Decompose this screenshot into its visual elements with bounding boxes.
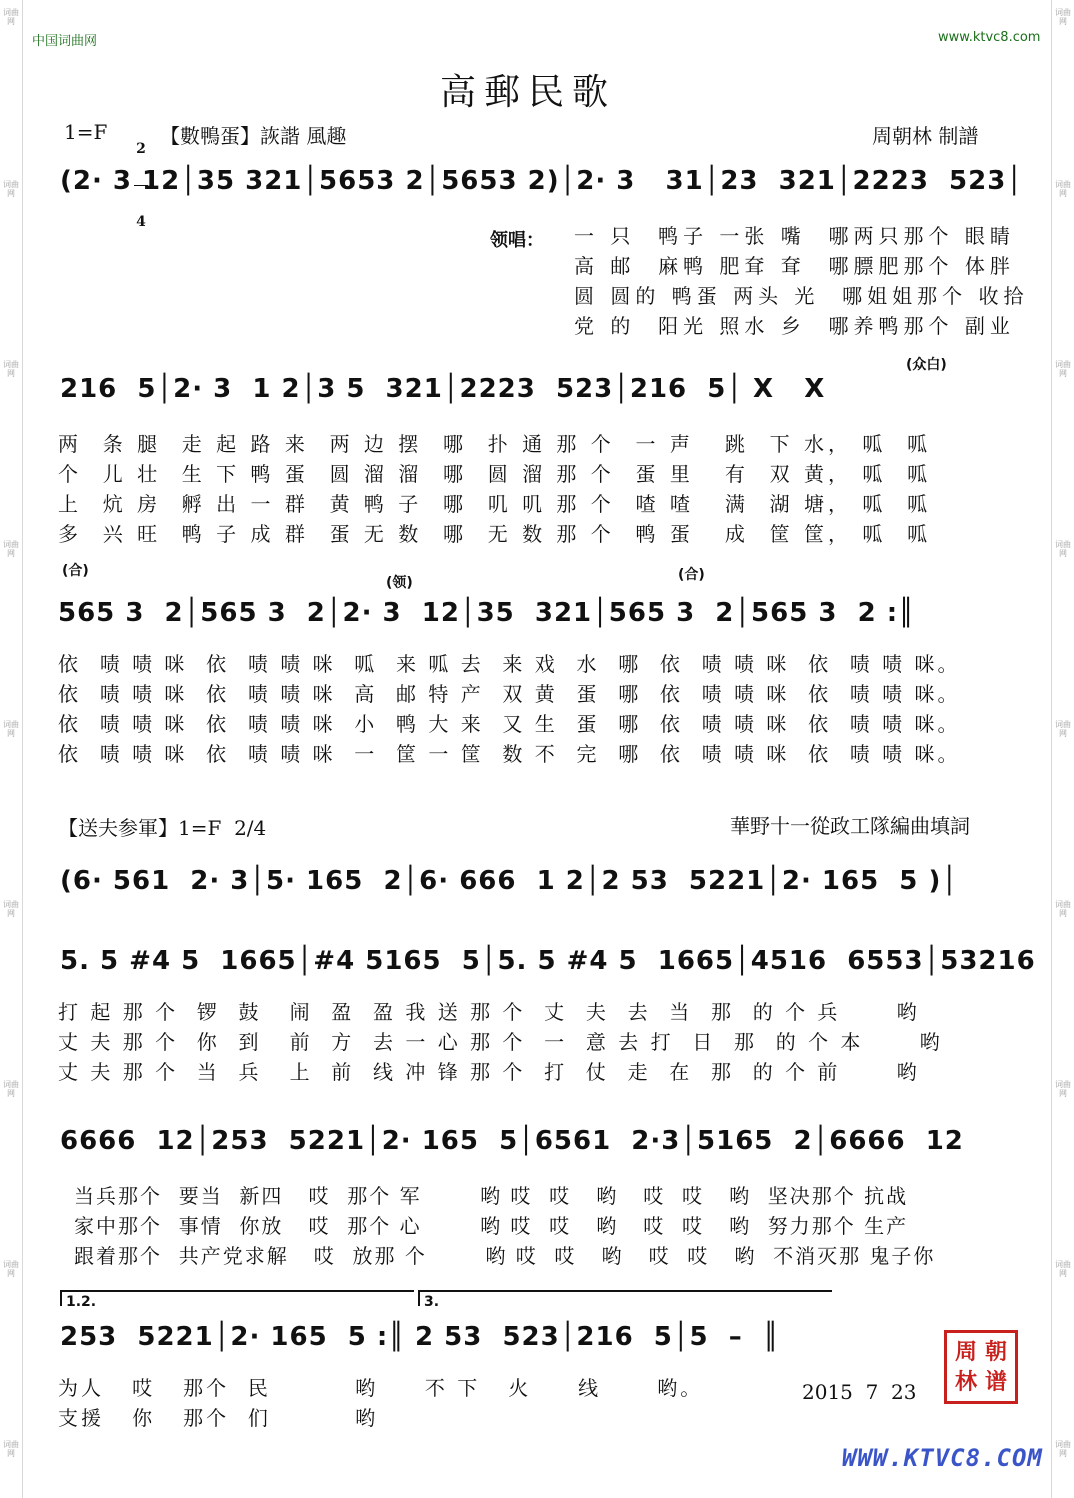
page-title: 高郵民歌 [440, 72, 617, 113]
lyric-line: 为人 哎 那个 民 哟 不 下 火 线 哟。 [58, 1376, 704, 1400]
seal-char: 朝 [984, 1339, 1007, 1365]
lyric-line: 依 啧 啧 咪 依 啧 啧 咪 高 邮 特 产 双 黄 蛋 哪 依 啧 啧 咪 依 啧 啧 咪。 [58, 682, 961, 706]
lead-label: 领唱： [490, 230, 544, 251]
lyric-line: 多 兴 旺 鸭 子 成 群 蛋 无 数 哪 无 数 那 个 鸭 蛋 成 筐 筐， 呱 呱 [58, 522, 932, 546]
side-tag: 词曲网 [3, 180, 19, 198]
site-url-link[interactable]: www.ktvc8.com [938, 30, 1041, 45]
lyric-line: 圆 圆的 鸭蛋 两头 光 哪姐姐那个 收拾 [574, 284, 1029, 308]
lyric-line: 跟着那个 共产党求解 哎 放那 个 哟 哎 哎 哟 哎 哎 哟 不消灭那 鬼子你 [74, 1244, 936, 1268]
side-tag: 词曲网 [1055, 1260, 1071, 1278]
chorus-label: (合) [62, 563, 89, 579]
side-tag: 词曲网 [1055, 360, 1071, 378]
lyric-line: 依 啧 啧 咪 依 啧 啧 咪 小 鸭 大 来 又 生 蛋 哪 依 啧 啧 咪 依 啧 啧 咪。 [58, 712, 961, 736]
notation-row-3: 565 3 2│565 3 2│2· 3 12│35 321│565 3 2│565 3 2 :║ [58, 598, 915, 628]
side-tag: 词曲网 [1055, 180, 1071, 198]
lyric-line: 家中那个 事情 你放 哎 那个 心 哟 哎 哎 哟 哎 哎 哟 努力那个 生产 [74, 1214, 909, 1238]
notation-row-6: 6666 12│253 5221│2· 165 5│6561 2·3│5165 2│6666 12 [60, 1126, 964, 1156]
side-tag: 词曲网 [3, 1440, 19, 1458]
notation-row-1: (2· 3 12│35 321│5653 2│5653 2)│2· 3 31│23 321│2223 523│ [60, 166, 1023, 196]
lyric-line: 个 儿 壮 生 下 鸭 蛋 圆 溜 溜 哪 圆 溜 那 个 蛋 里 有 双 黄， 呱 呱 [58, 462, 932, 486]
side-tag: 词曲网 [1055, 720, 1071, 738]
composer-2: 華野十一從政工隊編曲填詞 [730, 814, 970, 838]
ending-bracket-1 [60, 1290, 414, 1306]
seal-char: 周 [954, 1339, 977, 1365]
lead-label-2: (领) [386, 575, 413, 591]
lyric-line: 党 的 阳光 照水 乡 哪养鸭那个 副业 [574, 314, 1015, 338]
lyric-line: 丈 夫 那 个 你 到 前 方 去 一 心 那 个 一 意 去 打 日 那 的 个 本 哟 [58, 1030, 943, 1054]
lyric-line: 依 啧 啧 咪 依 啧 啧 咪 一 筐 一 筐 数 不 完 哪 依 啧 啧 咪 依 啧 啧 咪。 [58, 742, 961, 766]
lyric-line: 当兵那个 要当 新四 哎 那个 军 哟 哎 哎 哟 哎 哎 哟 坚决那个 抗战 [74, 1184, 909, 1208]
side-tag: 词曲网 [1055, 8, 1071, 26]
side-tag: 词曲网 [3, 720, 19, 738]
left-gutter [0, 0, 23, 1498]
lyric-line: 依 啧 啧 咪 依 啧 啧 咪 呱 来 呱 去 来 戏 水 哪 依 啧 啧 咪 依 啧 啧 咪。 [58, 652, 961, 676]
tune-name-2: 【送夫参軍】1=F 2/4 [58, 816, 267, 840]
notation-row-2: 216 5│2· 3 1 2│3 5 321│2223 523│216 5│ X X [60, 374, 826, 404]
lyric-line: 高 邮 麻鸭 肥耷 耷 哪膘肥那个 体胖 [574, 254, 1015, 278]
watermark: WWW.KTVC8.COM [842, 1444, 1043, 1472]
tune-name: 【數鴨蛋】詼諧 風趣 [160, 124, 347, 148]
composer-seal [944, 1330, 1018, 1404]
right-gutter [1051, 0, 1074, 1498]
seal-char: 谱 [984, 1369, 1007, 1395]
site-name-link[interactable]: 中国词曲网 [32, 34, 98, 49]
ending-bracket-3 [418, 1290, 832, 1306]
side-tag: 词曲网 [1055, 1440, 1071, 1458]
side-tag: 词曲网 [3, 1260, 19, 1278]
notation-row-5: 5. 5 #4 5 1665│#4 5165 5│5. 5 #4 5 1665│4516 6553│53216 [60, 946, 1036, 976]
time-top: 2 [136, 141, 146, 157]
side-tag: 词曲网 [3, 900, 19, 918]
side-tag: 词曲网 [3, 8, 19, 26]
notation-row-4: (6· 561 2· 3│5· 165 2│6· 666 1 2│2 53 5221│2· 165 5 )│ [60, 866, 958, 896]
lyric-line: 支援 你 那个 们 哟 [58, 1406, 379, 1430]
lyric-line: 丈 夫 那 个 当 兵 上 前 线 冲 锋 那 个 打 仗 走 在 那 的 个 前 哟 [58, 1060, 920, 1084]
lyric-line: 上 炕 房 孵 出 一 群 黄 鸭 子 哪 叽 叽 那 个 喳 喳 满 湖 塘， 呱 呱 [58, 492, 932, 516]
date: 2015 7 23 [802, 1380, 917, 1404]
lyric-line: 打 起 那 个 锣 鼓 闹 盈 盈 我 送 那 个 丈 夫 去 当 那 的 个 兵 哟 [58, 1000, 920, 1024]
chorus-label: (众白) [906, 357, 947, 373]
side-tag: 词曲网 [3, 540, 19, 558]
side-tag: 词曲网 [1055, 540, 1071, 558]
side-tag: 词曲网 [1055, 900, 1071, 918]
time-bottom: 4 [136, 214, 146, 230]
side-tag: 词曲网 [3, 360, 19, 378]
side-tag: 词曲网 [3, 1080, 19, 1098]
ending-1-label: 1.2. [66, 1294, 97, 1310]
lyric-line: 两 条 腿 走 起 路 来 两 边 摆 哪 扑 通 那 个 一 声 跳 下 水， 呱 呱 [58, 432, 932, 456]
notation-row-7: 253 5221│2· 165 5 :║ 2 53 523│216 5│5 – ║ [60, 1322, 780, 1352]
seal-char: 林 [954, 1369, 977, 1395]
ending-3-label: 3. [424, 1294, 440, 1310]
composer: 周朝林 制譜 [872, 124, 979, 148]
chorus-label: (合) [678, 567, 705, 583]
lyric-line: 一 只 鸭子 一张 嘴 哪两只那个 眼睛 [574, 224, 1015, 248]
side-tag: 词曲网 [1055, 1080, 1071, 1098]
key-signature: 1=F [64, 120, 108, 144]
